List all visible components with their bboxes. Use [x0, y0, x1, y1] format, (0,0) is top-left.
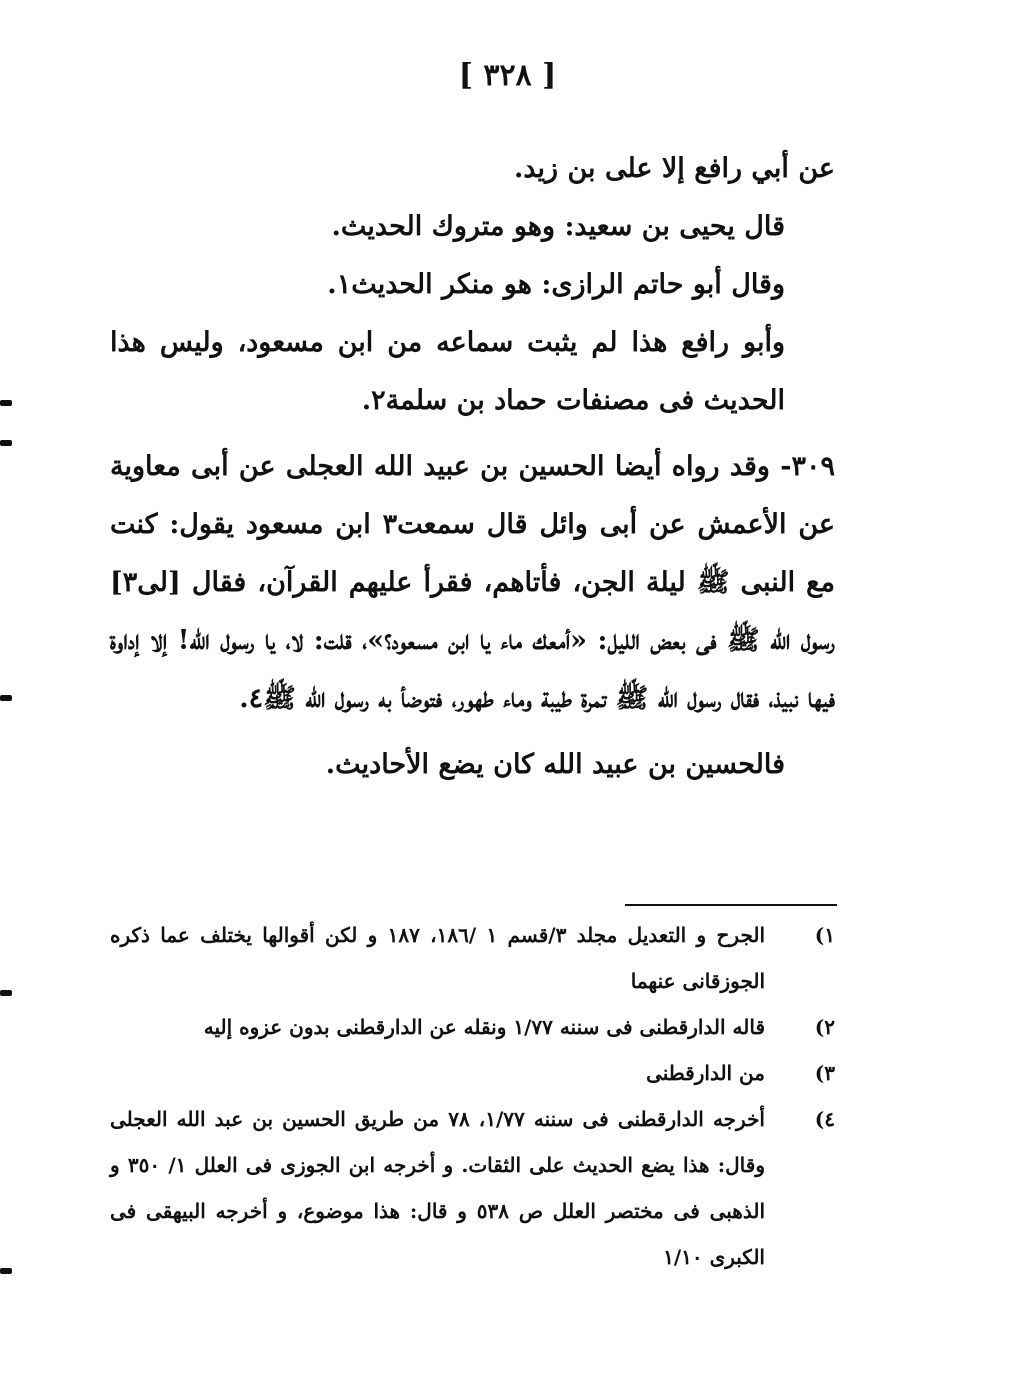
footnote-item — [110, 912, 835, 1004]
footnote-number: ٢) — [814, 1015, 835, 1039]
paragraph-abu-hatim-quote: وقال أبو حاتم الرازى: هو منكر الحديث١. — [327, 269, 785, 300]
footnote-item — [110, 1004, 835, 1050]
footnote-item — [110, 1096, 835, 1280]
paragraph-conclusion: فالحسين بن عبيد الله كان يضع الأحاديث. — [325, 749, 785, 780]
footnote-number: ٣) — [814, 1061, 835, 1085]
hadith-309: ٣٠٩- وقد رواه أيضا الحسين بن عبيد الله العجلى عن أبى معاوية عن الأعمش عن أبى وائل قال سمعت٣ ابن مسعود يقول: كنت مع النبى ﷺ ليلة الجن، فأتاهم، فقرأ عليهم القرآن، فقال [لى٣] رسول الله ﷺ فى بعض الليل: «أمعك ماء يا ابن مسعود؟»، قلت: لا، يا رسول الله! إلا إداوة فيها نبيذ، فقال رسول الله ﷺ تمرة طيبة وماء طهور، فتوضأ به رسول الله ﷺ٤. — [110, 451, 836, 714]
paragraph-abu-rafi: وأبو رافع هذا لم يثبت سماعه من ابن مسعود، وليس هذا الحديث فى مصنفات حماد بن سلمة٢. — [110, 327, 785, 416]
footnote-divider — [625, 904, 837, 906]
footnote-number: ٤) — [814, 1107, 835, 1131]
scan-edge-mark — [0, 1268, 12, 1274]
scan-edge-mark — [0, 695, 12, 701]
footnote-text: أخرجه الدارقطنى فى سننه ١/٧٧، ٧٨ من طريق الحسين بن عبد الله العجلى وقال: هذا يضع الحديث على الثقات. و أخرجه ابن الجوزى فى العلل ١/ ٣٥٠ و الذهبى فى مختصر العلل ص ٥٣٨ و قال: هذا موضوع، و أخرجه البيهقى فى الكبرى ١/١٠ — [110, 1107, 765, 1269]
paragraph-yahya-quote: قال يحيى بن سعيد: وهو متروك الحديث. — [331, 211, 785, 242]
footnotes — [110, 912, 835, 1280]
footnote-item — [110, 1050, 835, 1096]
footnote-text: من الدارقطنى — [646, 1061, 765, 1085]
footnote-text: قاله الدارقطنى فى سننه ١/٧٧ ونقله عن الدارقطنى بدون عزوه إليه — [203, 1015, 765, 1039]
scan-edge-mark — [0, 440, 12, 446]
footnote-text: الجرح و التعديل مجلد ٣/قسم ١ /١٨٦، ١٨٧ و لكن أقوالها يختلف عما ذكره الجوزقانى عنهما — [110, 923, 766, 993]
scan-edge-mark — [0, 400, 12, 406]
paragraph-continuation: عن أبي رافع إلا على بن زيد. — [513, 153, 835, 184]
scan-edge-mark — [0, 990, 12, 996]
page-number: [ ٣٢٨ ] — [458, 58, 557, 93]
footnote-number: ١) — [814, 923, 835, 947]
main-text — [110, 140, 835, 794]
